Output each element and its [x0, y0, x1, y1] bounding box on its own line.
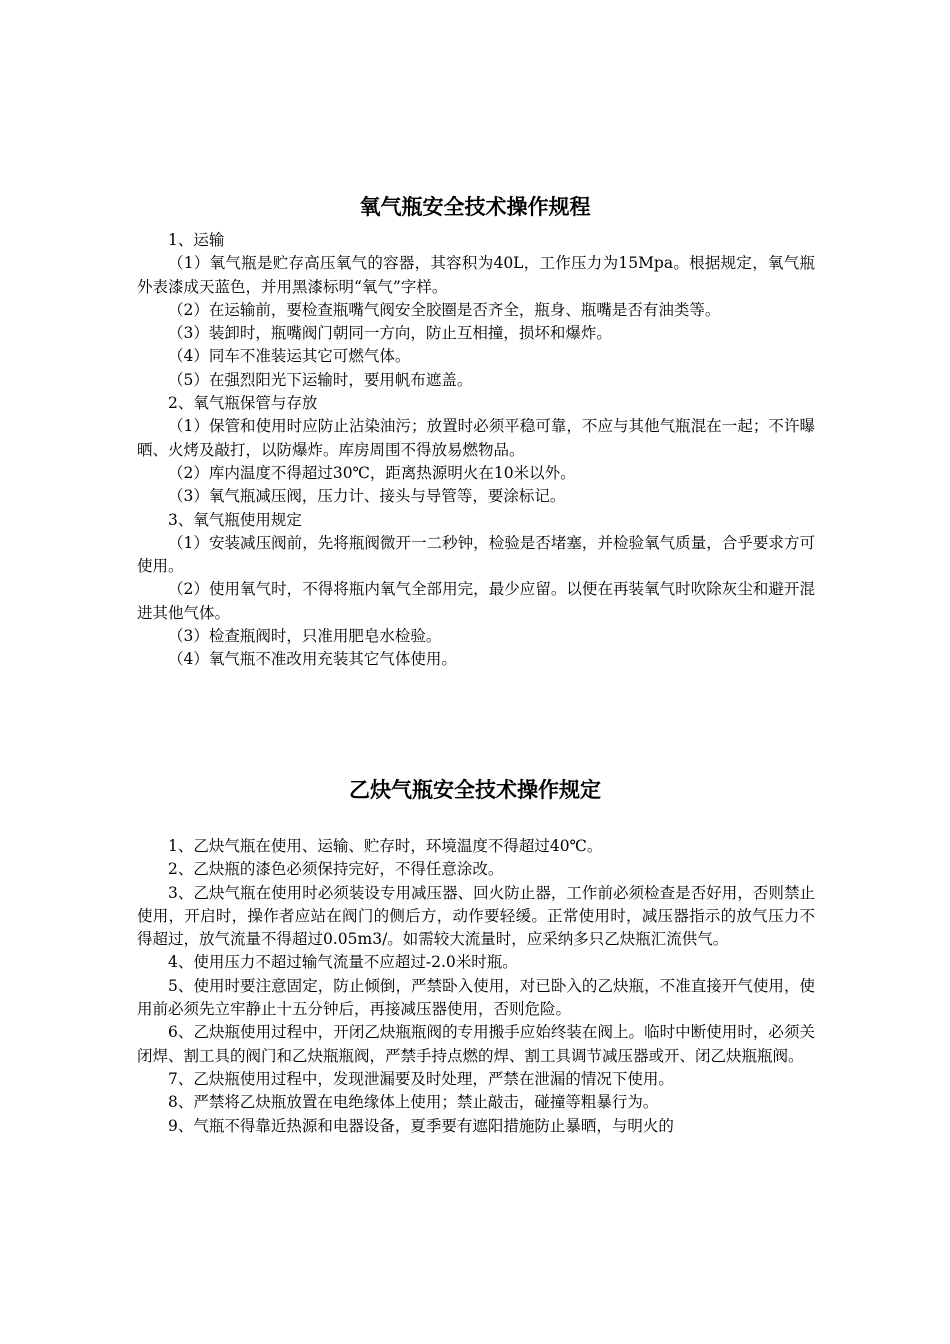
paragraph: 5、使用时要注意固定，防止倾倒，严禁卧入使用，对已卧入的乙炔瓶，不准直接开气使用，使用前必须先立牢静止十五分钟后，再接减压器使用，否则危险。 — [137, 976, 815, 1019]
paragraph: （4）同车不准装运其它可燃气体。 — [168, 347, 411, 366]
paragraph: 3、氧气瓶使用规定 — [168, 510, 302, 529]
paragraph: 2、氧气瓶保管与存放 — [168, 394, 318, 413]
oxygen-cylinder-section — [137, 229, 815, 672]
paragraph: （3）装卸时，瓶嘴阀门朝同一方向，防止互相撞，损坏和爆炸。 — [168, 324, 612, 343]
paragraph: 6、乙炔瓶使用过程中，开闭乙炔瓶瓶阀的专用搬手应始终装在阀上。临时中断使用时，必须关闭焊、割工具的阀门和乙炔瓶瓶阀，严禁手持点燃的焊、割工具调节减压器或开、闭乙炔瓶瓶阀。 — [137, 1023, 815, 1065]
paragraph: 2、乙炔瓶的漆色必须保持完好，不得任意涂改。 — [168, 860, 504, 879]
paragraph: （1）保管和使用时应防止沾染油污；放置时必须平稳可靠，不应与其他气瓶混在一起；不许曝晒、火烤及敲打，以防爆炸。库房周围不得放易燃物品。 — [137, 417, 815, 459]
paragraph: 3、乙炔气瓶在使用时必须装设专用减压器、回火防止器，工作前必须检查是否好用，否则禁止使用，开启时，操作者应站在阀门的侧后方，动作要轻缓。正常使用时，减压器指示的放气压力不得超过，放气流量不得超过0.05m3/。如需较大流量时，应采纳多只乙炔瓶汇流供气。 — [137, 883, 815, 949]
paragraph: （3）检查瓶阀时，只准用肥皂水检验。 — [168, 627, 442, 646]
paragraph: （1）氧气瓶是贮存高压氧气的容器，其容积为40L，工作压力为15Mpa。根据规定，氧气瓶外表漆成天蓝色，并用黑漆标明“氧气”字样。 — [137, 254, 815, 296]
paragraph: 7、乙炔瓶使用过程中，发现泄漏要及时处理，严禁在泄漏的情况下使用。 — [168, 1069, 674, 1088]
paragraph: （3）氧气瓶减压阀，压力计、接头与导管等，要涂标记。 — [168, 487, 566, 506]
paragraph: （1）安装减压阀前，先将瓶阀微开一二秒钟，检验是否堵塞，并检验氧气质量，合乎要求方可使用。 — [137, 533, 815, 576]
paragraph: （4）氧气瓶不准改用充装其它气体使用。 — [168, 650, 457, 669]
paragraph: （2）库内温度不得超过30℃，距离热源明火在10米以外。 — [168, 463, 576, 482]
paragraph: （2）在运输前，要检查瓶嘴气阀安全胶圈是否齐全，瓶身、瓶嘴是否有油类等。 — [168, 300, 721, 319]
acetylene-cylinder-section — [137, 835, 815, 1138]
acetylene-cylinder-title: 乙炔气瓶安全技术操作规定 — [349, 778, 601, 802]
paragraph: 1、运输 — [168, 231, 225, 249]
paragraph: （5）在强烈阳光下运输时，要用帆布遮盖。 — [168, 370, 473, 389]
paragraph: 4、使用压力不超过输气流量不应超过-2.0米时瓶。 — [168, 953, 518, 972]
paragraph: 9、气瓶不得靠近热源和电器设备，夏季要有遮阳措施防止暴晒，与明火的 — [168, 1116, 674, 1135]
paragraph: 8、严禁将乙炔瓶放置在电绝缘体上使用；禁止敲击，碰撞等粗暴行为。 — [168, 1093, 659, 1112]
oxygen-cylinder-title: 氧气瓶安全技术操作规程 — [359, 195, 591, 219]
paragraph: （2）使用氧气时，不得将瓶内氧气全部用完，最少应留。以便在再装氧气时吹除灰尘和避开混进其他气体。 — [137, 580, 815, 622]
paragraph: 1、乙炔气瓶在使用、运输、贮存时，环境温度不得超过40℃。 — [168, 837, 603, 855]
